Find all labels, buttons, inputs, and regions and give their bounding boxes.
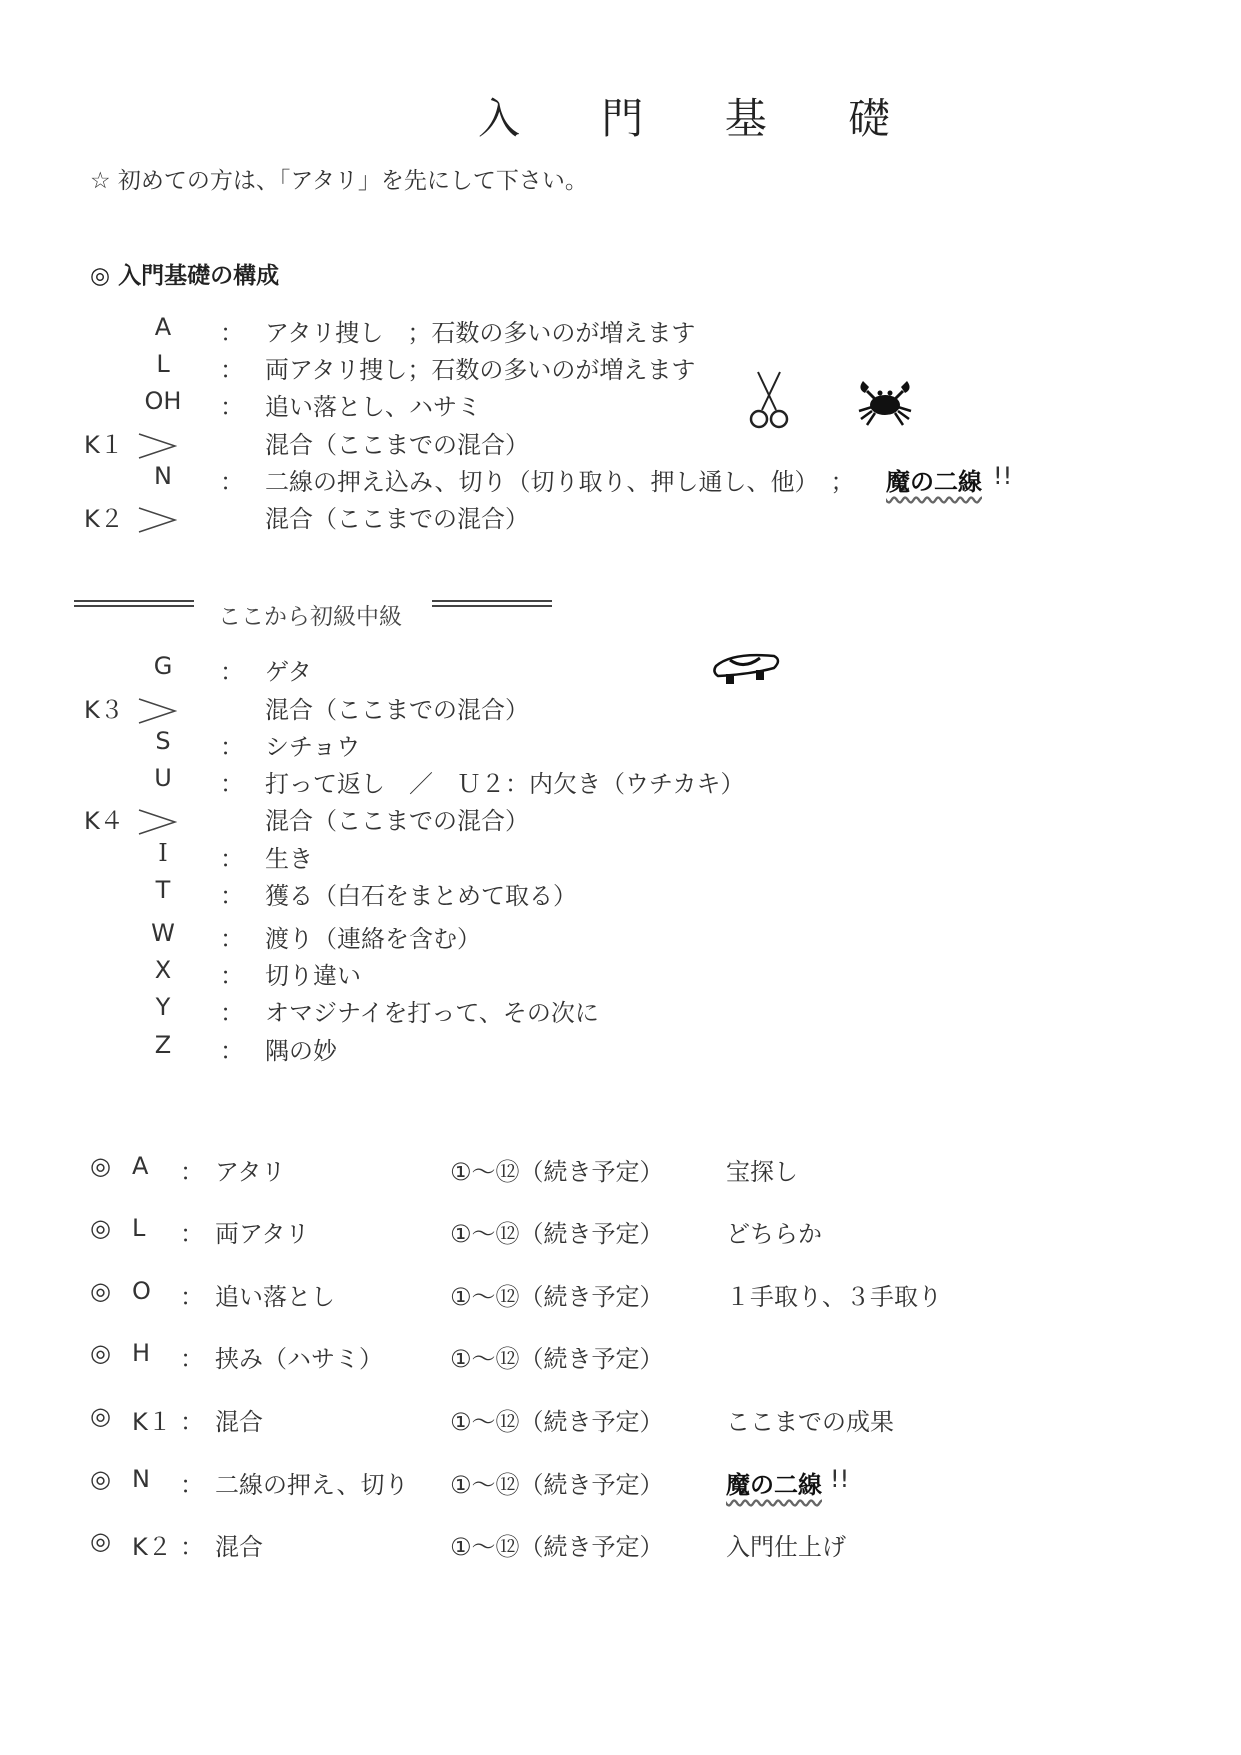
lesson-range: ①～⑫（続き予定）	[450, 1158, 664, 1186]
lesson-name[interactable]: 両アタリ	[215, 1220, 310, 1248]
lesson-note: １手取り、３手取り	[726, 1283, 942, 1311]
circle-mark: ◎	[90, 1339, 111, 1367]
mixed-code: K３	[84, 696, 124, 724]
item-separator: ：	[220, 658, 244, 686]
item-text: 生き	[265, 845, 313, 873]
lesson-name[interactable]: 追い落とし	[215, 1283, 335, 1311]
mixed-text: 混合（ここまでの混合）	[265, 505, 529, 533]
mixed-text: 混合（ここまでの混合）	[265, 431, 529, 459]
lesson-range: ①～⑫（続き予定）	[450, 1408, 664, 1436]
mixed-code: K２	[84, 505, 124, 533]
item-separator: ：	[220, 845, 244, 873]
mixed-row	[84, 801, 177, 836]
divider-line-left	[74, 600, 194, 607]
item-code: S	[155, 727, 171, 755]
item-code: N	[154, 462, 172, 490]
mixed-row	[84, 425, 177, 460]
lesson-name[interactable]: 混合	[215, 1408, 263, 1436]
lesson-separator: ：	[180, 1533, 204, 1561]
chevron-right-icon	[137, 506, 177, 534]
lesson-note: 宝探し	[726, 1158, 798, 1186]
lesson-code: K１	[132, 1408, 172, 1436]
item-code: I	[158, 839, 168, 867]
item-separator: ：	[220, 468, 244, 496]
emphasis-marks: !!	[993, 462, 1013, 490]
item-code: W	[151, 919, 175, 947]
mixed-text: 混合（ここまでの混合）	[265, 696, 529, 724]
item-text: 切り違い	[265, 962, 361, 990]
scissors-icon	[748, 370, 790, 430]
lesson-code: N	[132, 1465, 150, 1493]
item-separator: ：	[220, 962, 244, 990]
chevron-right-icon	[137, 697, 177, 725]
divider-label: ここから初級中級	[218, 604, 402, 630]
lesson-name[interactable]: 挟み（ハサミ）	[215, 1345, 383, 1373]
item-text: 追い落とし、ハサミ	[265, 393, 481, 421]
chevron-right-icon	[137, 808, 177, 836]
circle-mark: ◎	[90, 1402, 111, 1430]
item-text: 両アタリ捜し；石数の多いのが増えます	[265, 356, 696, 384]
item-code: X	[154, 956, 172, 984]
item-separator: ：	[220, 770, 244, 798]
lesson-name[interactable]: 混合	[215, 1533, 263, 1561]
intro-note: ☆ 初めての方は、「アタリ」を先にして下さい。	[90, 168, 588, 194]
emphasis-marks: !!	[830, 1465, 850, 1493]
item-code: G	[153, 652, 173, 680]
lesson-range: ①～⑫（続き予定）	[450, 1220, 664, 1248]
lesson-code: A	[132, 1152, 149, 1180]
item-separator: ：	[220, 882, 244, 910]
circle-mark: ◎	[90, 1277, 111, 1305]
item-text: アタリ捜し ；石数の多いのが増えます	[265, 319, 696, 347]
lesson-range: ①～⑫（続き予定）	[450, 1283, 664, 1311]
page-title: 入 門 基 礎	[478, 94, 925, 143]
circle-mark: ◎	[90, 1214, 111, 1242]
item-code: Z	[154, 1031, 172, 1059]
mixed-text: 混合（ここまでの混合）	[265, 807, 529, 835]
item-separator: ：	[220, 1037, 244, 1065]
item-text: シチョウ	[265, 733, 361, 761]
lesson-separator: ：	[180, 1408, 204, 1436]
item-code: Y	[155, 993, 171, 1021]
lesson-separator: ：	[180, 1220, 204, 1248]
section-heading: ◎ 入門基礎の構成	[90, 263, 280, 289]
item-code: A	[154, 313, 172, 341]
item-code: U	[154, 764, 172, 792]
lesson-range: ①～⑫（続き予定）	[450, 1471, 664, 1499]
crab-icon	[855, 375, 915, 427]
item-code: OH	[144, 387, 182, 415]
lesson-code: O	[132, 1277, 151, 1305]
mixed-code: K４	[84, 807, 124, 835]
lesson-range: ①～⑫（続き予定）	[450, 1345, 664, 1373]
item-text: 隅の妙	[265, 1037, 337, 1065]
item-separator: ：	[220, 356, 244, 384]
lesson-separator: ：	[180, 1471, 204, 1499]
lesson-code: K２	[132, 1533, 172, 1561]
circle-mark: ◎	[90, 1527, 111, 1555]
item-text: 獲る（白石をまとめて取る）	[265, 882, 577, 910]
item-separator: ：	[220, 999, 244, 1027]
item-separator: ：	[220, 393, 244, 421]
geta-icon	[712, 648, 782, 688]
item-separator: ：	[220, 733, 244, 761]
lesson-note: 魔の二線	[726, 1471, 822, 1499]
lesson-name[interactable]: 二線の押え、切り	[215, 1471, 409, 1499]
item-separator: ：	[220, 319, 244, 347]
lesson-code: H	[132, 1339, 151, 1367]
chevron-right-icon	[137, 432, 177, 460]
circle-mark: ◎	[90, 1465, 111, 1493]
lesson-separator: ：	[180, 1283, 204, 1311]
lesson-note: ここまでの成果	[726, 1408, 894, 1436]
lesson-separator: ：	[180, 1345, 204, 1373]
lesson-separator: ：	[180, 1158, 204, 1186]
lesson-name[interactable]: アタリ	[215, 1158, 286, 1186]
lesson-range: ①～⑫（続き予定）	[450, 1533, 664, 1561]
divider-line-right	[432, 600, 552, 607]
item-text: 打って返し ／ Ｕ２：内欠き（ウチカキ）	[265, 770, 745, 798]
item-code: T	[155, 876, 171, 904]
item-text: 二線の押え込み、切り（切り取り、押し通し、他） ；	[265, 468, 855, 496]
lesson-code: L	[132, 1214, 146, 1242]
mixed-code: K１	[84, 431, 124, 459]
item-code: L	[156, 350, 170, 378]
mixed-row	[84, 690, 177, 725]
item-text: 渡り（連絡を含む）	[265, 925, 481, 953]
emphasis-text: 魔の二線	[886, 468, 982, 496]
mixed-row	[84, 499, 177, 534]
item-text: オマジナイを打って、その次に	[265, 999, 599, 1027]
lesson-note: どちらか	[726, 1220, 822, 1248]
item-separator: ：	[220, 925, 244, 953]
circle-mark: ◎	[90, 1152, 111, 1180]
item-text: ゲタ	[265, 658, 312, 686]
lesson-note: 入門仕上げ	[726, 1533, 846, 1561]
